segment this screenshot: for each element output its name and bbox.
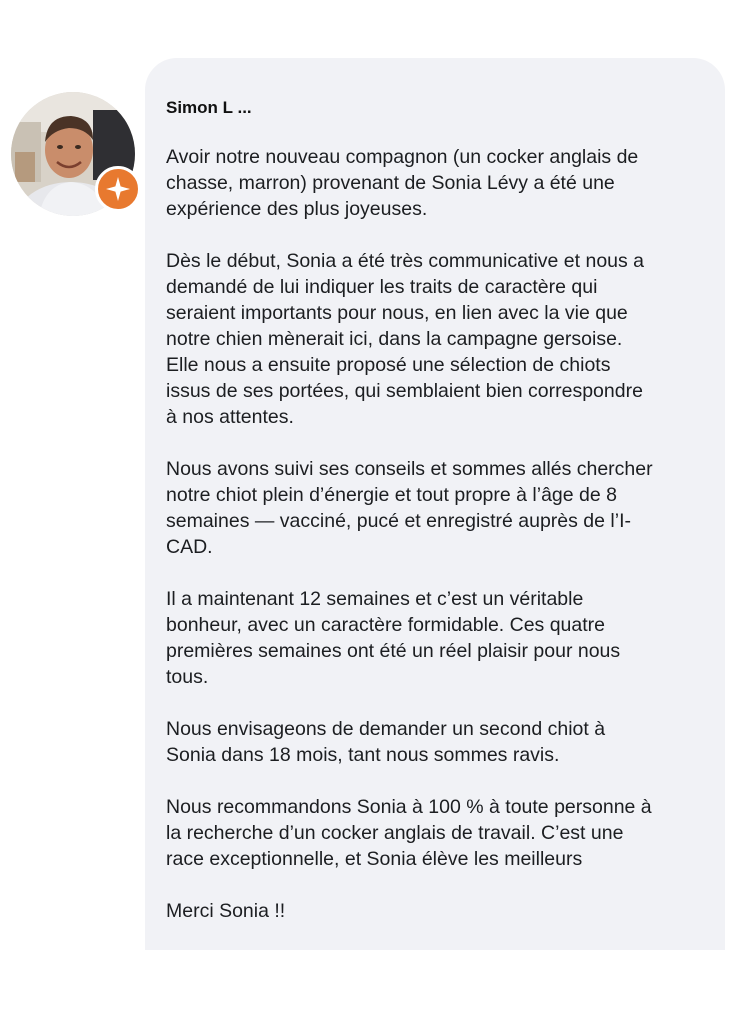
top-fan-badge: [95, 166, 141, 212]
review-paragraph: Avoir notre nouveau compagnon (un cocker anglais de chasse, marron) provenant de Sonia Lévy a été une expérience des plus joyeuses.: [166, 146, 639, 220]
top-fan-star-icon: [105, 176, 131, 202]
author-name[interactable]: Simon L ...: [166, 98, 252, 117]
review-paragraph: Nous envisageons de demander un second chiot à Sonia dans 18 mois, tant nous sommes ravis.: [166, 718, 606, 766]
review-paragraph: Nous avons suivi ses conseils et sommes allés chercher notre chiot plein d’énergie et tout propre à l’âge de 8 semaines — vacciné, pucé et enregistré auprès de l’I- CAD.: [166, 458, 653, 558]
author-avatar[interactable]: [11, 92, 135, 216]
review-bubble: [145, 58, 725, 950]
review-paragraph: Merci Sonia !!: [166, 900, 286, 922]
review-paragraph: Nous recommandons Sonia à 100 % à toute personne à la recherche d’un cocker anglais de travail. C’est une race exceptionnelle, et Sonia élève les meilleurs: [166, 796, 652, 870]
review-paragraph: Il a maintenant 12 semaines et c’est un véritable bonheur, avec un caractère formidable. Ces quatre premières semaines ont été un réel plaisir pour nous tous.: [166, 588, 621, 688]
review-paragraph: Dès le début, Sonia a été très communicative et nous a demandé de lui indiquer les traits de caractère qui seraient importants pour nous, en lien avec la vie que notre chien mènerait ici, dans la campagne gersoise. Elle nous a ensuite proposé une sélection de chiots issus de ses portées, qui semblaient bien correspondre à nos attentes.: [166, 250, 645, 428]
review-text: [166, 144, 714, 950]
